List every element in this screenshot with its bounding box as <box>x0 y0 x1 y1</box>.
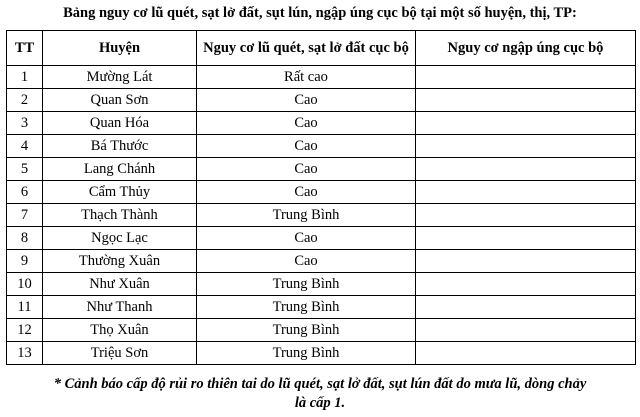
cell-tt: 2 <box>7 89 43 112</box>
cell-lu-quet: Cao <box>197 89 416 112</box>
cell-tt: 8 <box>7 227 43 250</box>
table-row <box>7 135 636 158</box>
cell-tt: 11 <box>7 296 43 319</box>
cell-lu-quet: Cao <box>197 250 416 273</box>
cell-ngap-ung <box>416 250 636 273</box>
cell-ngap-ung <box>416 181 636 204</box>
cell-tt: 5 <box>7 158 43 181</box>
cell-ngap-ung <box>416 158 636 181</box>
footnote <box>0 375 640 413</box>
cell-huyen: Ngọc Lạc <box>43 227 197 250</box>
cell-huyen: Quan Sơn <box>43 89 197 112</box>
cell-ngap-ung <box>416 204 636 227</box>
table-header-row <box>7 31 636 66</box>
cell-ngap-ung <box>416 89 636 112</box>
table-row <box>7 319 636 342</box>
header-ngap-ung: Nguy cơ ngập úng cục bộ <box>416 31 636 66</box>
cell-lu-quet: Trung Bình <box>197 273 416 296</box>
table-row <box>7 250 636 273</box>
table-row <box>7 342 636 365</box>
table-body <box>7 66 636 365</box>
cell-lu-quet: Cao <box>197 227 416 250</box>
header-huyen: Huyện <box>43 31 197 66</box>
cell-lu-quet: Rất cao <box>197 66 416 89</box>
cell-tt: 9 <box>7 250 43 273</box>
header-lu-quet: Nguy cơ lũ quét, sạt lở đất cục bộ <box>197 31 416 66</box>
cell-tt: 10 <box>7 273 43 296</box>
table-row <box>7 227 636 250</box>
cell-lu-quet: Trung Bình <box>197 319 416 342</box>
table-row <box>7 112 636 135</box>
table-row <box>7 204 636 227</box>
table-title: Bảng nguy cơ lũ quét, sạt lở đất, sụt lún, ngập úng cục bộ tại một số huyện, thị, TP: <box>63 5 577 21</box>
cell-ngap-ung <box>416 273 636 296</box>
cell-huyen: Thọ Xuân <box>43 319 197 342</box>
cell-huyen: Lang Chánh <box>43 158 197 181</box>
cell-lu-quet: Trung Bình <box>197 204 416 227</box>
cell-tt: 3 <box>7 112 43 135</box>
table-row <box>7 158 636 181</box>
cell-huyen: Triệu Sơn <box>43 342 197 365</box>
cell-ngap-ung <box>416 319 636 342</box>
table-row <box>7 181 636 204</box>
table-row <box>7 66 636 89</box>
footnote-line-1: * Cảnh báo cấp độ rủi ro thiên tai do lũ quét, sạt lở đất, sụt lún đất do mưa lũ, dòng chảy <box>53 376 587 392</box>
table-row <box>7 273 636 296</box>
cell-huyen: Mường Lát <box>43 66 197 89</box>
cell-huyen: Bá Thước <box>43 135 197 158</box>
cell-ngap-ung <box>416 66 636 89</box>
cell-tt: 7 <box>7 204 43 227</box>
cell-ngap-ung <box>416 296 636 319</box>
cell-lu-quet: Cao <box>197 181 416 204</box>
cell-lu-quet: Trung Bình <box>197 296 416 319</box>
cell-huyen: Như Xuân <box>43 273 197 296</box>
table-row <box>7 89 636 112</box>
cell-huyen: Thường Xuân <box>43 250 197 273</box>
cell-tt: 6 <box>7 181 43 204</box>
cell-lu-quet: Trung Bình <box>197 342 416 365</box>
cell-ngap-ung <box>416 227 636 250</box>
cell-tt: 13 <box>7 342 43 365</box>
cell-huyen: Cẩm Thủy <box>43 181 197 204</box>
cell-tt: 1 <box>7 66 43 89</box>
cell-ngap-ung <box>416 342 636 365</box>
cell-tt: 4 <box>7 135 43 158</box>
risk-table <box>6 30 636 365</box>
cell-ngap-ung <box>416 135 636 158</box>
cell-lu-quet: Cao <box>197 158 416 181</box>
cell-huyen: Quan Hóa <box>43 112 197 135</box>
cell-lu-quet: Cao <box>197 135 416 158</box>
header-tt: TT <box>7 31 43 66</box>
cell-huyen: Thạch Thành <box>43 204 197 227</box>
table-row <box>7 296 636 319</box>
cell-lu-quet: Cao <box>197 112 416 135</box>
cell-ngap-ung <box>416 112 636 135</box>
cell-huyen: Như Thanh <box>43 296 197 319</box>
footnote-line-2: là cấp 1. <box>294 395 346 411</box>
cell-tt: 12 <box>7 319 43 342</box>
